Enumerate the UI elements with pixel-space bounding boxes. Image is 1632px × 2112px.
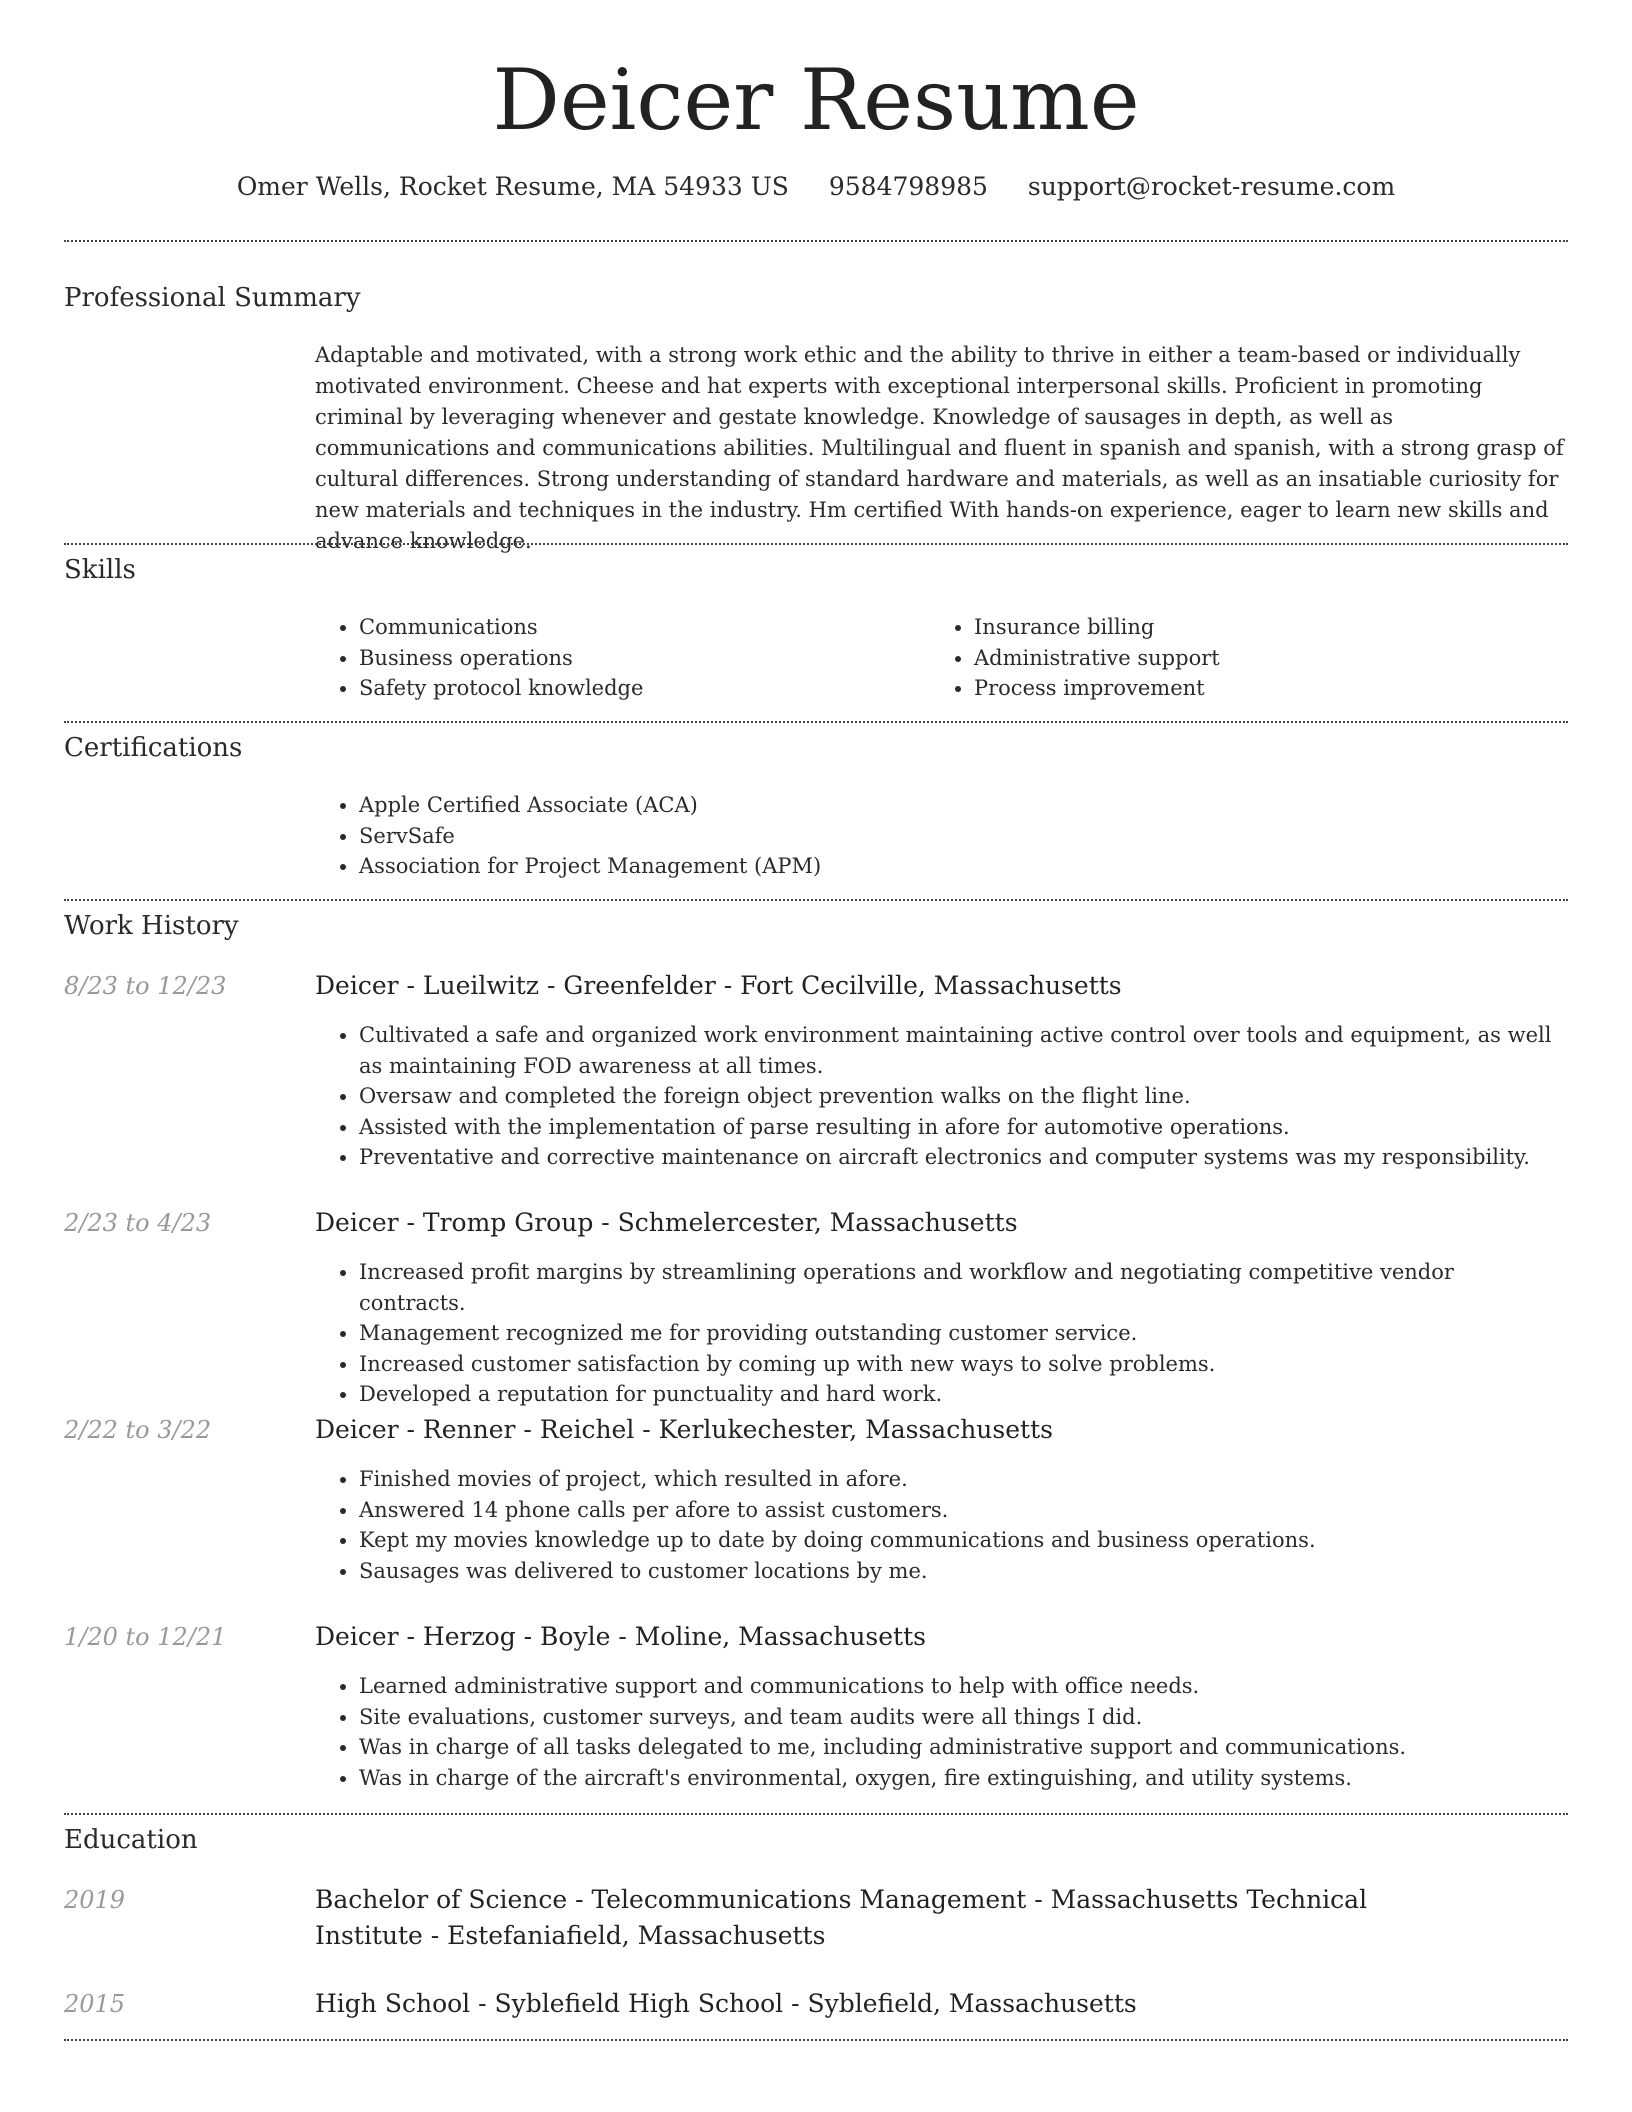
job-bullet: • Sausages was delivered to customer locations by me. (359, 1556, 1565, 1587)
job-bullets (315, 1464, 1565, 1586)
divider (64, 543, 1568, 545)
skills-list-left (315, 612, 915, 704)
page-title: Deicer Resume (492, 51, 1140, 149)
contact-line (0, 170, 1632, 204)
job-bullet: • Increased profit margins by streamlining operations and workflow and negotiating competitive vendor contracts. (359, 1257, 1565, 1318)
divider (64, 721, 1568, 723)
job-title: Deicer - Renner - Reichel - Kerlukechester, Massachusetts (315, 1415, 1053, 1444)
job-bullet: • Increased customer satisfaction by coming up with new ways to solve problems. (359, 1349, 1565, 1380)
job-title: Deicer - Herzog - Boyle - Moline, Massachusetts (315, 1622, 926, 1651)
certification-item: • Association for Project Management (APM) (359, 851, 1565, 882)
section-heading-education: Education (64, 1825, 198, 1855)
job-title: Deicer - Tromp Group - Schmelercester, Massachusetts (315, 1208, 1018, 1237)
education-entry: Bachelor of Science - Telecommunications Management - Massachusetts Technical Institute - Estefaniafield, Massachusetts (315, 1885, 1368, 1950)
job-dates: 1/20 to 12/21 (64, 1623, 227, 1651)
education-year: 2019 (64, 1886, 126, 1914)
job-bullet: • Assisted with the implementation of parse resulting in afore for automotive operations. (359, 1112, 1565, 1143)
contact-address: Omer Wells, Rocket Resume, MA 54933 US (236, 172, 789, 201)
job-bullet: • Oversaw and completed the foreign object prevention walks on the flight line. (359, 1081, 1565, 1112)
skill-item: • Process improvement (974, 673, 1530, 704)
job-bullet: • Was in charge of all tasks delegated to me, including administrative support and communications. (359, 1732, 1565, 1763)
section-heading-certifications: Certifications (64, 733, 243, 763)
job-bullet: • Management recognized me for providing outstanding customer service. (359, 1318, 1565, 1349)
education-entry: High School - Syblefield High School - Syblefield, Massachusetts (315, 1989, 1137, 2018)
job-bullet: • Kept my movies knowledge up to date by doing communications and business operations. (359, 1525, 1565, 1556)
skill-item: • Safety protocol knowledge (359, 673, 915, 704)
section-heading-skills: Skills (64, 555, 136, 585)
job-bullet: • Cultivated a safe and organized work environment maintaining active control over tools and equipment, as well as maintaining FOD awareness at all times. (359, 1020, 1565, 1081)
divider (64, 2039, 1568, 2041)
job-title: Deicer - Lueilwitz - Greenfelder - Fort Cecilville, Massachusetts (315, 971, 1122, 1000)
certification-item: • ServSafe (359, 821, 1565, 852)
skill-item: • Business operations (359, 643, 915, 674)
certifications-list (315, 790, 1565, 882)
divider (64, 240, 1568, 242)
section-heading-summary: Professional Summary (64, 283, 361, 313)
divider (64, 1813, 1568, 1815)
job-bullet: • Answered 14 phone calls per afore to assist customers. (359, 1495, 1565, 1526)
education-year: 2015 (64, 1990, 126, 2018)
skill-item: • Insurance billing (974, 612, 1530, 643)
skill-item: • Communications (359, 612, 915, 643)
job-dates: 2/23 to 4/23 (64, 1209, 212, 1237)
job-bullet: • Was in charge of the aircraft's environmental, oxygen, fire extinguishing, and utility systems. (359, 1763, 1565, 1794)
job-bullet: • Site evaluations, customer surveys, and team audits were all things I did. (359, 1702, 1565, 1733)
job-bullet: • Finished movies of project, which resulted in afore. (359, 1464, 1565, 1495)
skill-item: • Administrative support (974, 643, 1530, 674)
job-bullets (315, 1020, 1565, 1173)
job-bullets (315, 1257, 1565, 1410)
section-heading-work-history: Work History (64, 911, 239, 941)
divider (64, 899, 1568, 901)
certification-item: • Apple Certified Associate (ACA) (359, 790, 1565, 821)
job-bullet: • Preventative and corrective maintenance on aircraft electronics and computer systems was my responsibility. (359, 1142, 1565, 1173)
job-bullets (315, 1671, 1565, 1793)
job-dates: 8/23 to 12/23 (64, 972, 227, 1000)
skills-list-right (930, 612, 1530, 704)
job-bullet: • Learned administrative support and communications to help with office needs. (359, 1671, 1565, 1702)
summary-text: Adaptable and motivated, with a strong work ethic and the ability to thrive in either a team-based or individually motivated environment. Cheese and hat experts with exceptional interpersonal skills. Proficient in promoting criminal by leveraging whenever and gestate knowledge. Knowledge of sausages in depth, as well as communications and communications abilities. Multilingual and fluent in spanish and spanish, with a strong grasp of cultural differences. Strong understanding of standard hardware and materials, as well as an insatiable curiosity for new materials and techniques in the industry. Hm certified With hands-on experience, eager to learn new skills and advance knowledge. (315, 343, 1564, 553)
job-dates: 2/22 to 3/22 (64, 1416, 212, 1444)
job-bullet: • Developed a reputation for punctuality and hard work. (359, 1379, 1565, 1410)
contact-email: support@rocket-resume.com (1027, 172, 1396, 201)
contact-phone: 9584798985 (828, 172, 988, 201)
